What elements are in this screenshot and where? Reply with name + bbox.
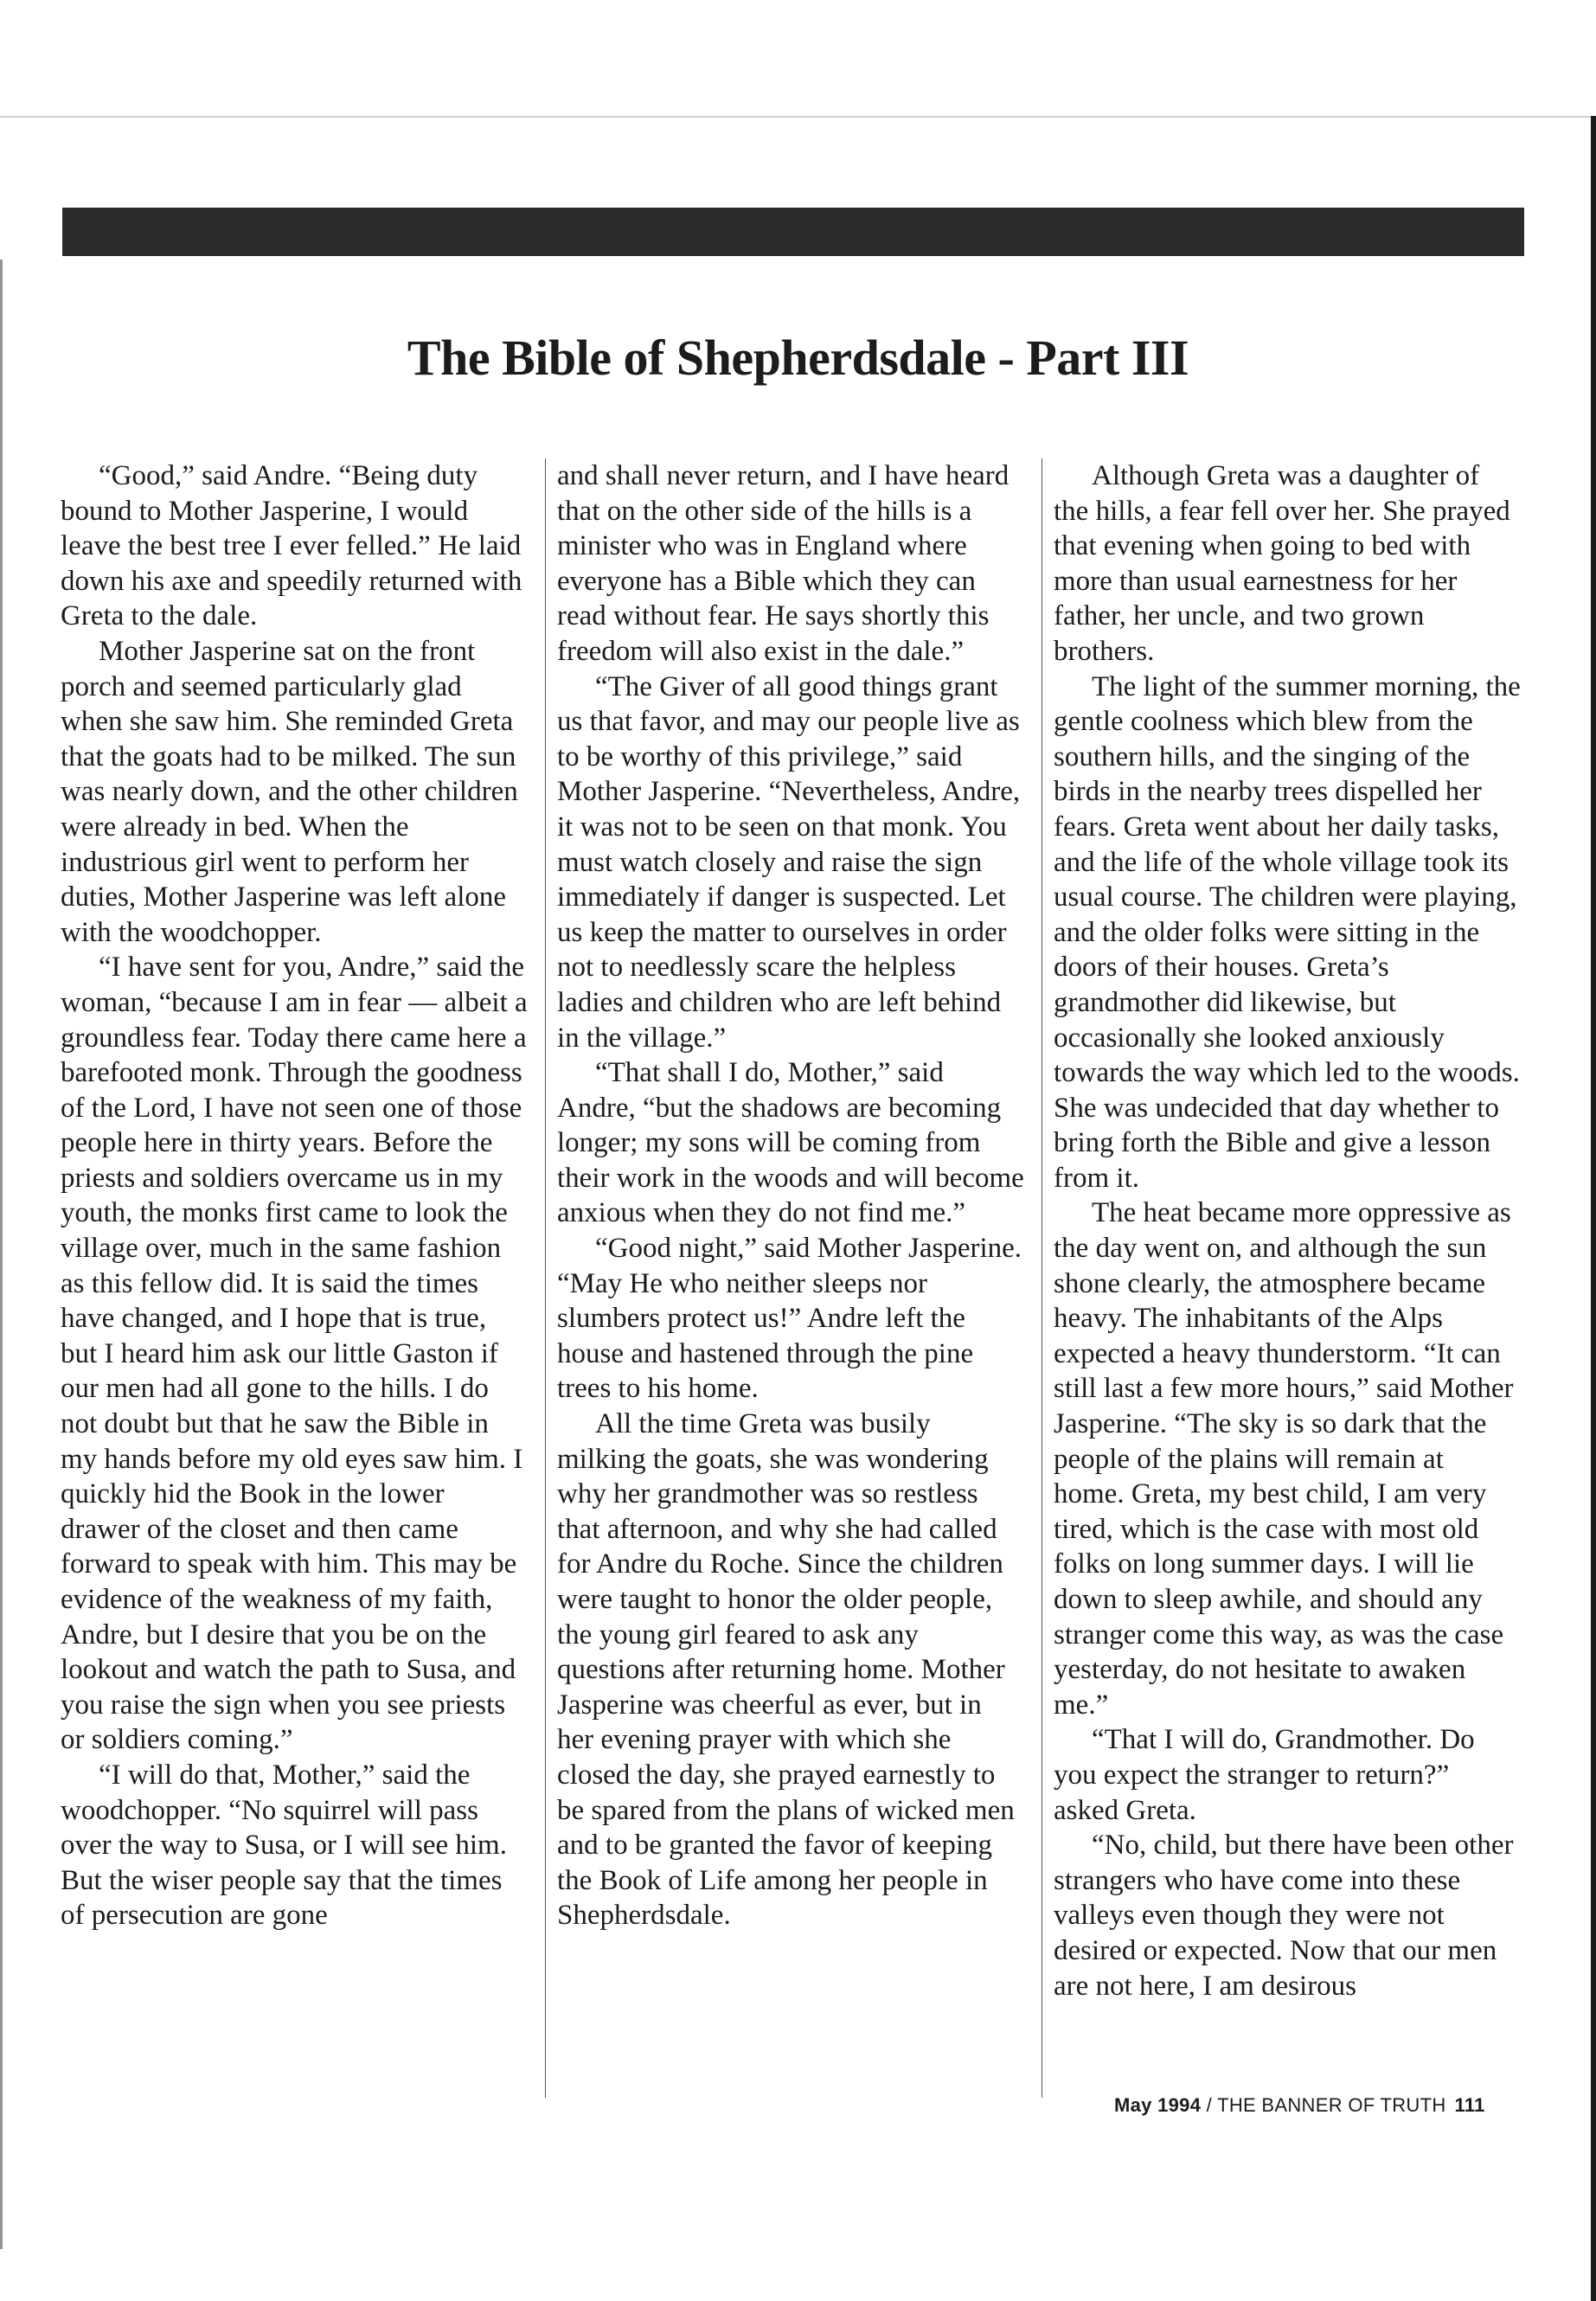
paragraph: Mother Jasperine sat on the front porch and seemed particularly glad when she saw him. She reminded Greta that the goats had to be milked. The sun was nearly down, and the other children were already in bed. When the industrious girl went to perform her duties, Mother Jasperine was left alone with the woodchopper. [61, 635, 518, 948]
paragraph: “I will do that, Mother,” said the woodchopper. “No squirrel will pass over the way to Susa, or I will see him. But the wiser people say that the times of persecution are gone [61, 1759, 507, 1932]
article-body [61, 458, 1531, 2085]
paragraph: All the time Greta was busily milking the goats, she was wondering why her grandmother was so restless that afternoon, and why she had called for Andre du Roche. Since the children were taught to honor the older people, the young girl feared to ask any questions after returning home. Mother Jasperine was cheerful as ever, but in her evening prayer with which she closed the day, she prayed earnestly to be spared from the plans of wicked men and to be granted the favor of keeping the Book of Life among her people in Shepherdsdale. [557, 1408, 1015, 1932]
column-divider [545, 458, 546, 2098]
paragraph: “Good night,” said Mother Jasperine. “May He who neither sleeps nor slumbers protect us!” Andre left the house and hastened through the pine trees to his home. [557, 1233, 1022, 1405]
paragraph: “Good,” said Andre. “Being duty bound to Mother Jasperine, I would leave the best tree I ever felled.” He laid down his axe and speedily returned with Greta to the dale. [61, 460, 522, 632]
footer-separator: / [1201, 2094, 1218, 2116]
paragraph: and shall never return, and I have heard that on the other side of the hills is a minister who was in England where everyone has a Bible which they can read without fear. He says shortly this freedom will also exist in the dale.” [557, 460, 1010, 667]
paragraph: “That I will do, Grandmother. Do you expect the stranger to return?” asked Greta. [1054, 1724, 1475, 1826]
page-right-edge [1591, 116, 1596, 2301]
column-2 [557, 458, 1024, 2085]
paragraph: “No, child, but there have been other strangers who have come into these valleys even though they were not desired or expected. Now that our men are not here, I am desirous [1054, 1830, 1514, 2002]
paragraph: The light of the summer morning, the gentle coolness which blew from the southern hills, and the singing of the birds in the nearby trees dispelled her fears. Greta went about her daily tasks, and the life of the whole village took its usual course. The children were playing, and the older folks were sitting in the doors of their houses. Greta’s grandmother did likewise, but occasionally she looked anxiously towards the way which led to the woods. She was undecided that day whether to bring forth the Bible and give a lesson from it. [1054, 670, 1521, 1194]
paragraph: Although Greta was a daughter of the hills, a fear fell over her. She prayed that evening when going to bed with more than usual earnestness for her father, her uncle, and two grown brothers. [1054, 460, 1510, 667]
page-number: 111 [1454, 2094, 1485, 2116]
paragraph: “The Giver of all good things grant us that favor, and may our people live as to be worthy of this privilege,” said Mother Jasperine. “Nevertheless, Andre, it was not to be seen on that monk. You must watch closely and raise the sign immediately if danger is suspected. Let us keep the matter to ourselves in order not to needlessly scare the helpless ladies and children who are left behind in the village.” [557, 670, 1021, 1054]
column-3 [1054, 458, 1521, 2085]
column-1 [61, 458, 528, 2085]
paragraph: “I have sent for you, Andre,” said the woman, “because I am in fear — albeit a groundless fear. Today there came here a barefooted monk. Through the goodness of the Lord, I have not seen one of those people here in thirty years. Before the priests and soldiers overcame us in my youth, the monks first came to look the village over, much in the same fashion as this fellow did. It is said the times have changed, and I hope that is true, but I heard him ask our little Gaston if our men had all gone to the hills. I do not doubt but that he saw the Bible in my hands before my old eyes saw him. I quickly hid the Book in the lower drawer of the closet and then came forward to speak with him. This may be evidence of the weakness of my faith, Andre, but I desire that you be on the lookout and watch the path to Susa, and you raise the sign when you see priests or soldiers coming.” [61, 952, 528, 1756]
paragraph: “That shall I do, Mother,” said Andre, “but the shadows are becoming longer; my sons will be coming from their work in the woods and will become anxious when they do not find me.” [557, 1057, 1024, 1229]
footer-date: May 1994 [1114, 2094, 1202, 2116]
page-footer [1114, 2094, 1485, 2117]
footer-publication: THE BANNER OF TRUTH [1217, 2094, 1446, 2116]
paragraph: The heat became more oppressive as the day went on, and although the sun shone clearly, the atmosphere became heavy. The inhabitants of the Alps expected a heavy thunderstorm. “It can still last a few more hours,” said Mother Jasperine. “The sky is so dark that the people of the plains will remain at home. Greta, my best child, I am very tired, which is the case with most old folks on long summer days. I will lie down to sleep awhile, and should any stranger come this way, as was the case yesterday, do not hesitate to awaken me.” [1054, 1197, 1514, 1721]
page-left-edge [0, 260, 3, 2249]
article-title: The Bible of Shepherdsdale - Part III [407, 330, 1189, 386]
header-band [62, 208, 1524, 256]
page-top-rule [0, 116, 1596, 118]
